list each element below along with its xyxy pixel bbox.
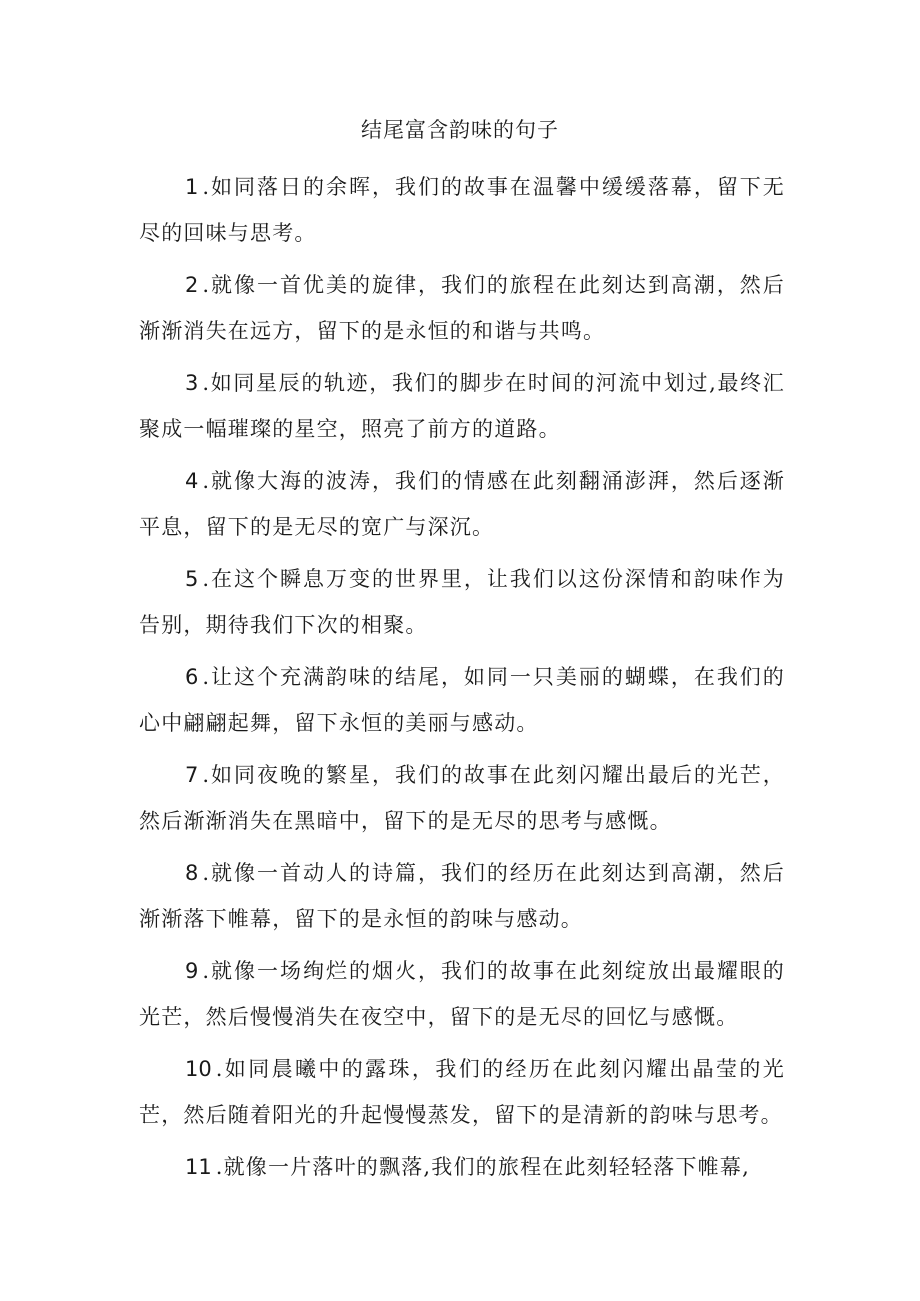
item-text: .就像一场绚烂的烟火，我们的故事在此刻绽放出最耀眼的光芒，然后慢慢消失在夜空中，留下的是无尽的回忆与感慨。: [139, 959, 785, 1029]
list-item: [139, 458, 785, 556]
document-title: 结尾富含韵味的句子: [361, 118, 559, 142]
list-item: [139, 752, 785, 850]
list-item: [139, 164, 785, 262]
item-number: 11: [185, 1155, 212, 1179]
item-number: 4: [185, 469, 199, 493]
sentence-list: [139, 164, 785, 1242]
item-text: .在这个瞬息万变的世界里，让我们以这份深情和韵味作为告别，期待我们下次的相聚。: [139, 567, 785, 637]
list-item: [139, 262, 785, 360]
item-number: 7: [185, 763, 199, 787]
item-number: 2: [185, 273, 199, 297]
item-text: .就像大海的波涛，我们的情感在此刻翻涌澎湃，然后逐渐平息，留下的是无尽的宽广与深沉。: [139, 469, 785, 539]
item-text: .如同夜晚的繁星，我们的故事在此刻闪耀出最后的光芒，然后渐渐消失在黑暗中，留下的是无尽的思考与感慨。: [139, 763, 785, 833]
list-item: [139, 556, 785, 654]
item-number: 3: [185, 371, 199, 395]
item-text: .就像一首动人的诗篇，我们的经历在此刻达到高潮，然后渐渐落下帷幕，留下的是永恒的韵味与感动。: [139, 861, 785, 931]
item-number: 6: [185, 665, 199, 689]
item-text: .如同落日的余晖，我们的故事在温馨中缓缓落幕，留下无尽的回味与思考。: [139, 175, 785, 245]
item-number: 10: [185, 1057, 212, 1081]
item-text: .就像一片落叶的飘落,我们的旅程在此刻轻轻落下帷幕,: [215, 1155, 750, 1179]
item-number: 9: [185, 959, 199, 983]
item-text: .让这个充满韵味的结尾，如同一只美丽的蝴蝶，在我们的心中翩翩起舞，留下永恒的美丽与感动。: [139, 665, 785, 735]
list-item: [139, 850, 785, 948]
item-number: 1: [185, 175, 199, 199]
item-text: .如同星辰的轨迹，我们的脚步在时间的河流中划过,最终汇聚成一幅璀璨的星空，照亮了前方的道路。: [139, 371, 785, 441]
item-text: .就像一首优美的旋律，我们的旅程在此刻达到高潮，然后渐渐消失在远方，留下的是永恒的和谐与共鸣。: [139, 273, 785, 343]
list-item: [139, 654, 785, 752]
item-number: 8: [185, 861, 199, 885]
item-text: .如同晨曦中的露珠，我们的经历在此刻闪耀出晶莹的光芒，然后随着阳光的升起慢慢蒸发，留下的是清新的韵味与思考。: [139, 1057, 785, 1127]
list-item: [139, 1144, 785, 1242]
list-item: [139, 1046, 785, 1144]
list-item: [139, 948, 785, 1046]
item-number: 5: [185, 567, 199, 591]
list-item: [139, 360, 785, 458]
